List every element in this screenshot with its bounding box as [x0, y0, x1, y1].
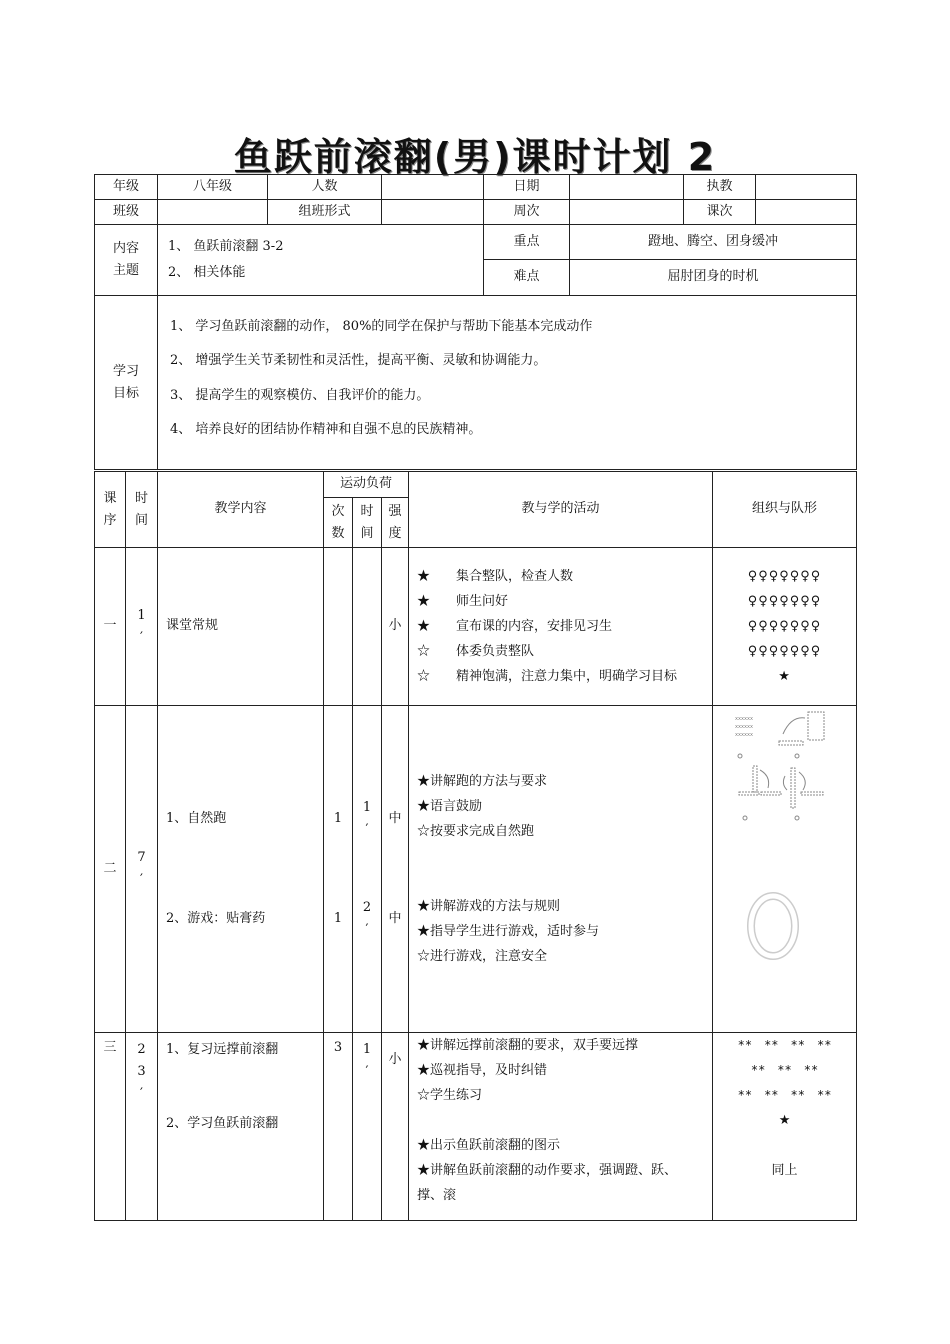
col-times: 次 数 — [324, 498, 353, 548]
col-intensity: 强 度 — [382, 498, 409, 548]
activity-item: ★讲解跑的方法与要求 — [417, 774, 548, 790]
section-order: 三 — [95, 1033, 126, 1221]
section-ltime: 1 ′ — [353, 1033, 382, 1221]
content-item: 1、 鱼跃前滚翻 3-2 — [168, 239, 284, 254]
content-item: 2、游戏：贴膏药 — [166, 911, 266, 927]
content-label — [95, 225, 158, 296]
grade-value: 八年级 — [158, 175, 268, 200]
formation-line: ** ** ** ** — [737, 1088, 832, 1103]
formation-line: ** ** ** ** — [737, 1038, 832, 1053]
content-item: 2、学习鱼跃前滚翻 — [166, 1116, 279, 1132]
section-row — [95, 548, 857, 706]
col-time: 时 间 — [126, 472, 158, 548]
content-label-line: 内容 — [112, 241, 139, 256]
lesson-table — [94, 471, 857, 1221]
class-value — [158, 200, 268, 225]
activity-item: ★讲解鱼跃前滚翻的动作要求，强调蹬、跃、 — [417, 1163, 678, 1179]
objective-label-line: 目标 — [112, 385, 139, 401]
difficulty-label: 难点 — [484, 260, 570, 296]
grade-label: 年级 — [95, 175, 158, 200]
section-content — [158, 1033, 324, 1221]
section-order: 二 — [95, 706, 126, 1033]
activity-item: ★ 宣布课的内容，安排见习生 — [417, 619, 613, 634]
count-value — [382, 175, 484, 200]
activity-item: ☆按要求完成自然跑 — [417, 824, 535, 840]
section-ltime — [353, 548, 382, 706]
formation-line: ♀♀♀♀♀♀♀ — [747, 644, 822, 659]
section-ltime: 1 ′ 2 ′ — [353, 706, 382, 1033]
section-row — [95, 1033, 857, 1221]
key-label: 重点 — [484, 225, 570, 260]
activity-item — [417, 1108, 708, 1133]
teacher-value — [756, 175, 857, 200]
section-row — [95, 706, 857, 1033]
group-label: 组班形式 — [268, 200, 382, 225]
section-intensity: 中 中 — [382, 706, 409, 1033]
activity-item: ★语言鼓励 — [417, 799, 483, 815]
class-label: 班级 — [95, 200, 158, 225]
group-value — [382, 200, 484, 225]
objectives — [158, 296, 857, 470]
date-label: 日期 — [484, 175, 570, 200]
formation-line: ** ** ** — [750, 1063, 819, 1078]
col-content: 教学内容 — [158, 472, 324, 548]
svg-text:xxxxxx: xxxxxx — [735, 724, 754, 730]
section-time: 1 ′ — [126, 548, 158, 706]
section-intensity: 小 — [382, 548, 409, 706]
section-time: 7 ′ — [126, 706, 158, 1033]
activity-item: ★指导学生进行游戏，适时参与 — [417, 924, 600, 940]
circle-formation-icon — [751, 896, 795, 956]
activity-item: ★ 师生问好 — [417, 594, 509, 609]
date-value — [570, 175, 684, 200]
activity-item: ☆进行游戏，注意安全 — [417, 949, 548, 965]
content-item: 1、复习远撑前滚翻 — [166, 1042, 279, 1058]
activity-item: ★ 集合整队，检查人数 — [417, 569, 574, 584]
content-items — [158, 225, 484, 296]
activity-item: ★巡视指导，及时纠错 — [417, 1063, 548, 1079]
formation-line: ★ — [778, 669, 791, 684]
col-order: 课 序 — [95, 472, 126, 548]
formation-diagram-icon — [713, 706, 857, 1026]
week-label: 周次 — [484, 200, 570, 225]
difficulty-value: 屈肘团身的时机 — [570, 260, 857, 296]
teacher-label: 执教 — [684, 175, 756, 200]
section-formation — [713, 1033, 857, 1221]
week-value — [570, 200, 684, 225]
section-activities — [409, 548, 713, 706]
content-label-line: 主题 — [112, 263, 139, 278]
lesson-value — [756, 200, 857, 225]
header-table — [94, 174, 857, 470]
objective-item: 3、 提高学生的观察模仿、自我评价的能力。 — [170, 387, 430, 403]
section-activities — [409, 1033, 713, 1221]
formation-line: ♀♀♀♀♀♀♀ — [747, 594, 822, 609]
activity-item: ★出示鱼跃前滚翻的图示 — [417, 1138, 561, 1154]
content-item: 2、 相关体能 — [168, 265, 246, 280]
objective-label-line: 学习 — [112, 363, 139, 379]
count-label: 人数 — [268, 175, 382, 200]
key-value: 蹬地、腾空、团身缓冲 — [570, 225, 857, 260]
svg-text:xxxxxx: xxxxxx — [735, 732, 754, 738]
section-intensity: 小 — [382, 1033, 409, 1221]
col-load: 运动负荷 — [324, 472, 409, 498]
objective-item: 4、 培养良好的团结协作精神和自强不息的民族精神。 — [170, 421, 482, 437]
section-formation — [713, 548, 857, 706]
content-item: 1、自然跑 — [166, 811, 227, 827]
section-content — [158, 706, 324, 1033]
section-times — [324, 548, 353, 706]
activity-item: ☆学生练习 — [417, 1088, 483, 1104]
activity-item: ☆ 精神饱满，注意力集中，明确学习目标 — [417, 669, 678, 684]
activity-item: 撑、滚 — [417, 1188, 457, 1204]
section-formation — [713, 706, 857, 1033]
col-activities: 教与学的活动 — [409, 472, 713, 548]
formation-line: ★ — [778, 1113, 791, 1129]
activity-item: ☆ 体委负责整队 — [417, 644, 535, 659]
formation-line: ♀♀♀♀♀♀♀ — [747, 619, 822, 634]
lesson-label: 课次 — [684, 200, 756, 225]
col-organization: 组织与队形 — [713, 472, 857, 548]
section-times: 1 1 — [324, 706, 353, 1033]
section-times: 3 — [324, 1033, 353, 1221]
section-time: 2 3 ′ — [126, 1033, 158, 1221]
objective-item: 1、 学习鱼跃前滚翻的动作， 80%的同学在保护与帮助下能基本完成动作 — [170, 319, 593, 335]
activity-item: ★讲解远撑前滚翻的要求，双手要远撑 — [417, 1038, 639, 1054]
page-title: 鱼跃前滚翻(男)课时计划 2 — [233, 135, 717, 179]
formation-line: ♀♀♀♀♀♀♀ — [747, 569, 822, 584]
objective-label — [95, 296, 158, 470]
objective-item: 2、 增强学生关节柔韧性和灵活性，提高平衡、灵敏和协调能力。 — [170, 353, 547, 369]
activity-item: ★讲解游戏的方法与规则 — [417, 899, 561, 915]
section-order: 一 — [95, 548, 126, 706]
section-activities — [409, 706, 713, 1033]
svg-text:xxxxxx: xxxxxx — [735, 716, 754, 722]
section-content: 课堂常规 — [158, 548, 324, 706]
formation-line: 同上 — [771, 1163, 798, 1179]
col-ltime: 时 间 — [353, 498, 382, 548]
